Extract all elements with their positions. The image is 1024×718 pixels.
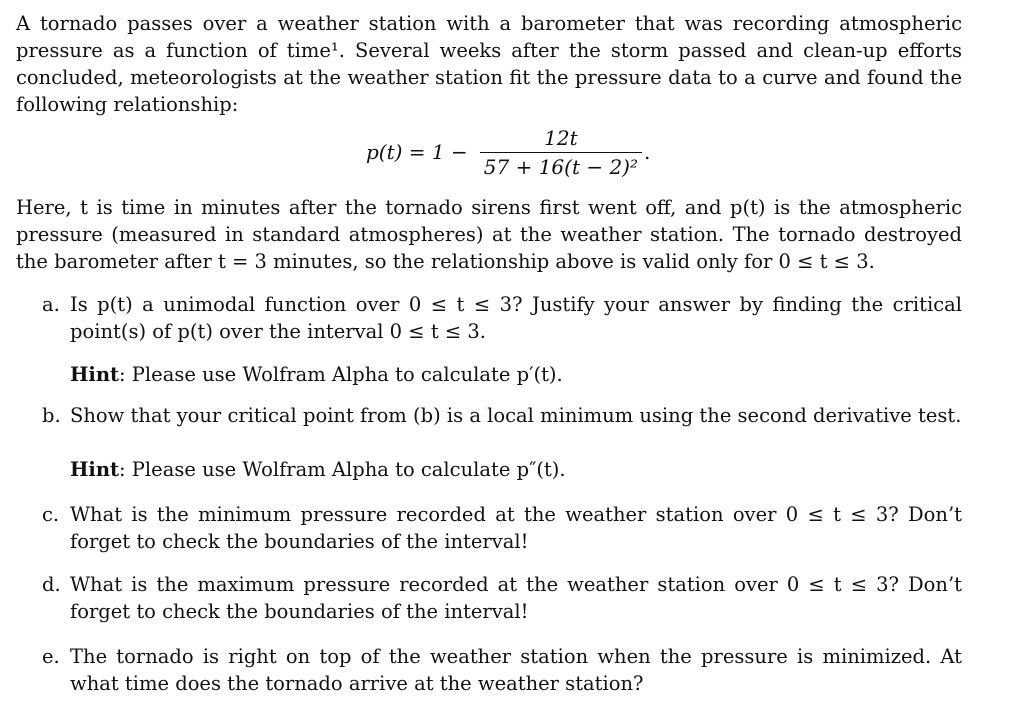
question-text: Show that your critical point from (b) is a local minimum using the second derivative test. — [70, 404, 962, 427]
question-letter: d. — [42, 573, 61, 596]
question-c — [42, 501, 962, 555]
question-letter: e. — [42, 645, 60, 668]
hint-text: : Please use Wolfram Alpha to calculate p″(t). — [119, 458, 566, 481]
hint-label: Hint — [70, 458, 120, 481]
intro-paragraph: A tornado passes over a weather station with a barometer that was recording atmospheric pressure as a function of time¹. Several weeks after the storm passed and clean-up efforts concluded, meteorologists at the weather station fit the pressure data to a curve and found the following relationship: — [16, 12, 962, 116]
question-text: What is the minimum pressure recorded at the weather station over 0 ≤ t ≤ 3? Don’t forget to check the boundaries of the interval! — [70, 503, 962, 553]
question-letter: b. — [42, 404, 61, 427]
hint-text: : Please use Wolfram Alpha to calculate p′(t). — [119, 363, 563, 386]
hint-b — [70, 456, 962, 483]
question-b — [42, 402, 962, 429]
pressure-equation — [16, 118, 962, 194]
question-d — [42, 571, 962, 625]
hint-label: Hint — [70, 363, 120, 386]
equation-body — [366, 124, 650, 181]
equation-lhs: p(t) = 1 − — [366, 140, 468, 164]
hint-a — [70, 361, 962, 388]
question-letter: a. — [42, 293, 60, 316]
question-e — [42, 643, 962, 697]
question-a — [42, 291, 962, 345]
equation-numerator: 12t — [544, 126, 578, 150]
question-list — [16, 291, 962, 697]
equation-denominator: 57 + 16(t − 2)² — [483, 155, 638, 179]
context-paragraph: Here, t is time in minutes after the tornado sirens first went off, and p(t) is the atmospheric pressure (measured in standard atmospheres) at the weather station. The tornado destroyed the barometer after t = 3 minutes, so the relationship above is valid only for 0 ≤ t ≤ 3. — [16, 196, 962, 273]
question-text: Is p(t) a unimodal function over 0 ≤ t ≤ 3? Justify your answer by finding the critical point(s) of p(t) over the interval 0 ≤ t ≤ 3. — [70, 293, 962, 343]
equation-period: . — [644, 140, 651, 164]
question-text: The tornado is right on top of the weather station when the pressure is minimized. At what time does the tornado arrive at the weather station? — [70, 645, 962, 695]
question-text: What is the maximum pressure recorded at the weather station over 0 ≤ t ≤ 3? Don’t forget to check the boundaries of the interval! — [70, 573, 962, 623]
question-letter: c. — [42, 503, 60, 526]
problem-document — [16, 10, 962, 697]
equation-fraction — [480, 124, 642, 181]
